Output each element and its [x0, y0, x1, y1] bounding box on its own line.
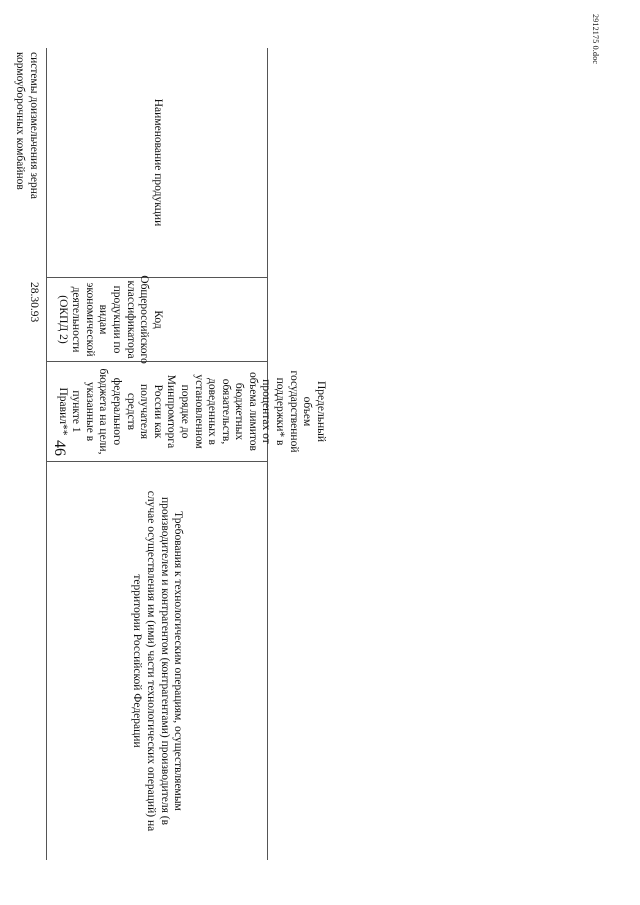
table-header-row	[46, 48, 327, 860]
page-number: 46	[51, 440, 68, 456]
product-requirements	[0, 462, 42, 860]
table-row	[0, 48, 42, 860]
products-table	[0, 48, 327, 860]
product-limit	[0, 362, 42, 462]
product-name: системы доизмельчения зерна кормоуборочных комбайнов	[14, 52, 40, 200]
header-limit: Предельный объем государственной поддержки* в процентах от объема лимитов бюджетных обязательств, доведенных в установленном порядке до Минпромторга России как получателя средств федерального бюджета на цели, указанные в пункте 1 Правил**	[47, 362, 267, 462]
document-id: 2912175 0.doc	[591, 14, 600, 65]
product-code: 28.30.93	[28, 282, 40, 323]
header-name: Наименование продукции	[47, 48, 267, 278]
header-okpd2: Код Общероссийского классификатора продукции по видам экономической деятельности (ОКПД 2)	[47, 278, 267, 362]
header-requirements: Требования к технологическим операциям, осуществляемым производителем и контрагентом (контрагентами) производителя (в случае осуществления им (ими) части технологических операций) на территории Российской Федерации	[131, 490, 185, 832]
